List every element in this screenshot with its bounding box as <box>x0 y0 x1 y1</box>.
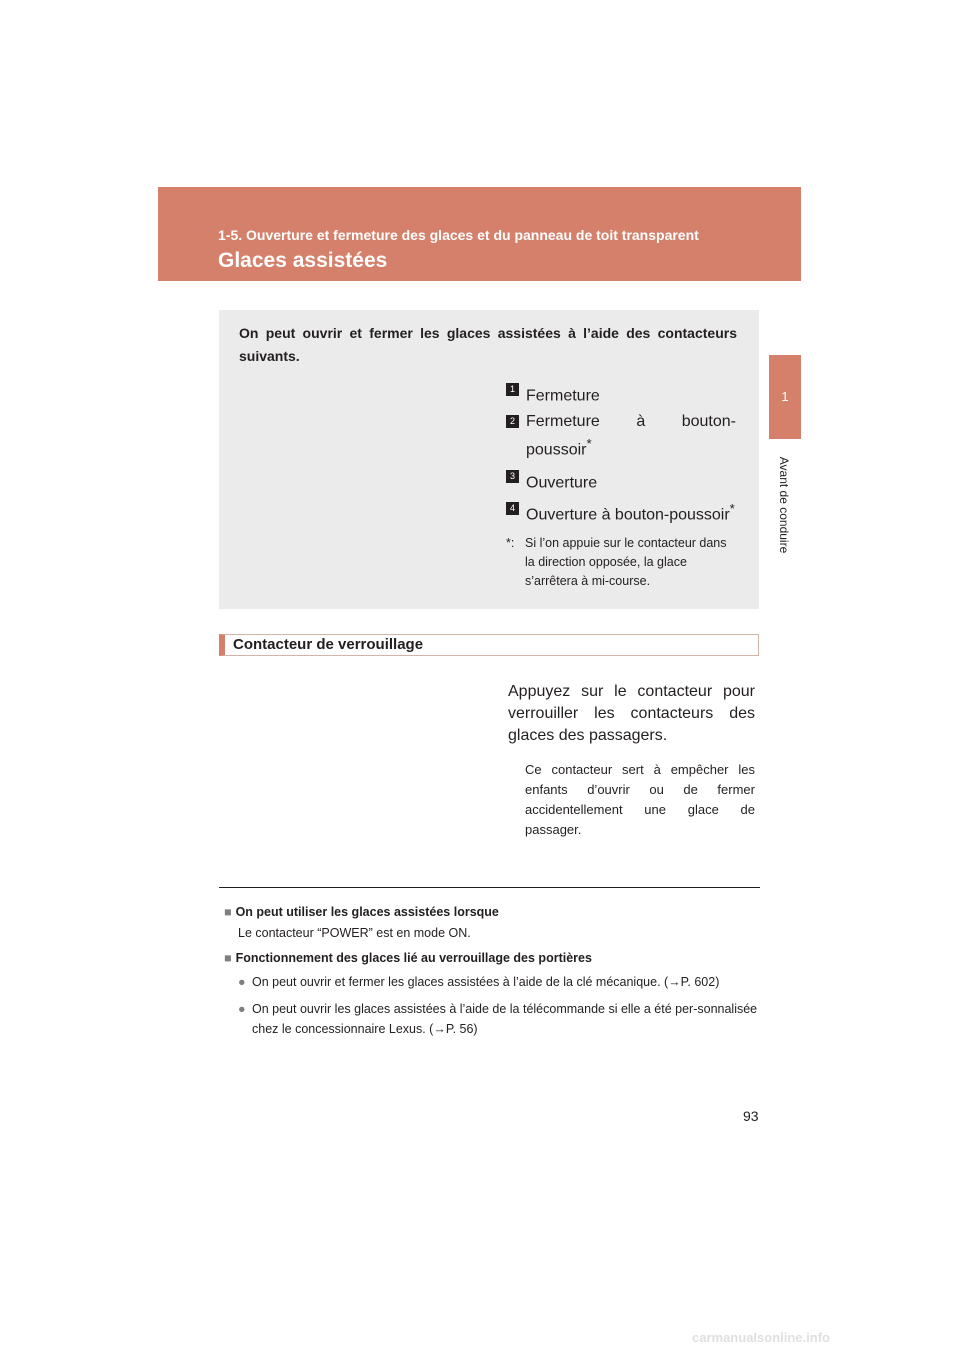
footnote <box>506 534 736 591</box>
watermark: carmanualsonline.info <box>692 1330 830 1345</box>
footnote-text: Si l’on appuie sur le contacteur dans la direction opposée, la glace s’arrêtera à mi-course. <box>525 536 727 589</box>
page-number: 93 <box>743 1108 759 1124</box>
page-title: Glaces assistées <box>218 249 388 272</box>
item-label: Ouverture <box>526 473 598 491</box>
square-bullet-icon: ■ <box>224 951 232 965</box>
number-badge: 1 <box>506 383 519 396</box>
number-badge: 2 <box>506 415 519 428</box>
subsection-title: Contacteur de verrouillage <box>233 636 424 653</box>
chapter-label: Avant de conduire <box>777 456 791 554</box>
square-bullet-icon: ■ <box>224 905 232 919</box>
switch-list <box>506 379 736 591</box>
chapter-tab: 1 <box>769 355 801 439</box>
bullet-text: On peut ouvrir les glaces assistées à l’aide de la télécommande si elle a été per-sonnalisée chez le concessionnaire Lexus. (→P. 56) <box>252 1002 758 1036</box>
bullet-item <box>238 972 764 992</box>
asterisk-mark: * <box>586 436 592 452</box>
divider <box>219 887 760 888</box>
section-label: 1-5. Ouverture et fermeture des glaces et du panneau de toit transparent <box>218 227 699 243</box>
circle-bullet-icon: ● <box>238 1002 246 1016</box>
item-label: Fermeture à bouton-poussoir <box>526 413 736 459</box>
note-text: Le contacteur “POWER” est en mode ON. <box>238 926 471 940</box>
number-badge: 3 <box>506 470 519 483</box>
bullet-text: On peut ouvrir et fermer les glaces assistées à l’aide de la clé mécanique. (→P. 602) <box>252 975 720 989</box>
footnote-mark: *: <box>506 536 515 551</box>
note-heading: Fonctionnement des glaces lié au verrouillage des portières <box>235 951 592 965</box>
intro-text: On peut ouvrir et fermer les glaces assistées à l’aide des contacteurs suivants. <box>239 325 737 364</box>
notes-section <box>224 905 764 1046</box>
bullet-item <box>238 999 764 1039</box>
item-label: Ouverture à bouton-poussoir <box>526 506 730 524</box>
note-heading: On peut utiliser les glaces assistées lorsque <box>235 905 499 919</box>
number-badge: 4 <box>506 502 519 515</box>
intro-box <box>219 310 759 609</box>
lock-body-text: Appuyez sur le contacteur pour verrouiller les contacteurs des glaces des passagers. <box>508 683 755 744</box>
item-label: Fermeture <box>526 387 600 405</box>
circle-bullet-icon: ● <box>238 975 246 989</box>
list-item <box>506 466 736 494</box>
page-header <box>158 187 801 281</box>
list-item <box>506 379 736 407</box>
lock-note-text: Ce contacteur sert à empêcher les enfants d’ouvrir ou de fermer accidentellement une glace de passager. <box>525 762 755 837</box>
subsection-heading <box>219 634 759 656</box>
list-item <box>506 411 736 461</box>
list-item <box>506 498 736 526</box>
asterisk-mark: * <box>729 500 735 516</box>
